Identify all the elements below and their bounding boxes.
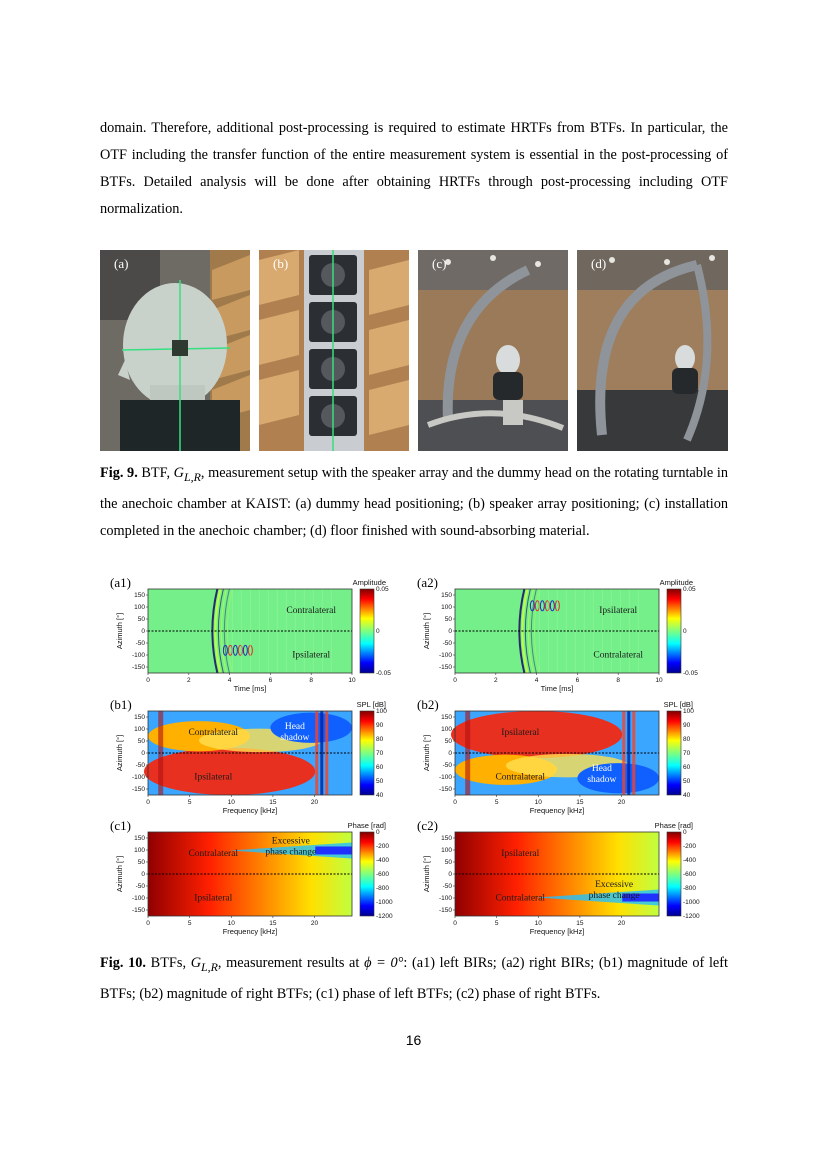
ytick-label: 150 bbox=[441, 714, 452, 721]
plot-a2 bbox=[417, 575, 717, 698]
annotation-upper: Contralateral bbox=[286, 606, 336, 616]
panel-label-a1: (a1) bbox=[110, 575, 131, 590]
colorbar bbox=[360, 711, 374, 795]
fig9-caption-math: G bbox=[173, 465, 184, 481]
xtick-label: 4 bbox=[534, 677, 539, 684]
ytick-label: -50 bbox=[135, 640, 145, 647]
xtick-label: 15 bbox=[269, 799, 277, 806]
ytick-label: -150 bbox=[438, 907, 452, 914]
colorbar-title: Phase [rad] bbox=[347, 821, 386, 830]
xtick-label: 5 bbox=[494, 920, 499, 927]
colorbar-tick-label: 0 bbox=[376, 628, 380, 635]
panel-b2 bbox=[417, 697, 717, 820]
colorbar-tick-label: 60 bbox=[683, 764, 691, 771]
photo-label-b: (b) bbox=[273, 256, 289, 271]
colorbar-tick-label: 60 bbox=[376, 764, 384, 771]
ytick-label: -150 bbox=[131, 786, 145, 793]
panel-label-b2: (b2) bbox=[417, 697, 439, 712]
annotation-upper: Ipsilateral bbox=[599, 606, 638, 616]
colorbar-tick-label: 90 bbox=[683, 722, 691, 729]
colorbar-tick-label: 100 bbox=[683, 708, 694, 715]
panel-c2 bbox=[417, 818, 717, 941]
colorbar-tick-label: 40 bbox=[376, 792, 384, 799]
plot-c1 bbox=[110, 818, 410, 941]
panel-a1 bbox=[110, 575, 410, 698]
ytick-label: -150 bbox=[438, 786, 452, 793]
xtick-label: 15 bbox=[269, 920, 277, 927]
colorbar bbox=[360, 832, 374, 916]
colorbar-tick-label: 0 bbox=[683, 829, 687, 836]
y-axis-label: Azimuth [°] bbox=[115, 855, 124, 893]
ytick-label: 100 bbox=[134, 847, 145, 854]
colorbar-title: Amplitude bbox=[659, 578, 693, 587]
annotation-lower: Ipsilateral bbox=[292, 650, 331, 661]
ytick-label: -150 bbox=[131, 907, 145, 914]
ytick-label: 100 bbox=[134, 604, 145, 611]
x-axis-label: Time [ms] bbox=[233, 684, 267, 693]
plot-c2 bbox=[417, 818, 717, 941]
xtick-label: 5 bbox=[187, 920, 192, 927]
fig10-caption bbox=[100, 950, 728, 1008]
ytick-label: 150 bbox=[134, 835, 145, 842]
fig10-caption-phi: ϕ = 0° bbox=[364, 955, 404, 971]
colorbar-tick-label: -0.05 bbox=[683, 670, 698, 677]
xtick-label: 20 bbox=[617, 920, 626, 927]
fig10-caption-label: Fig. 10. bbox=[100, 955, 146, 971]
annotation-extra-line1: Excessive bbox=[595, 880, 634, 891]
xtick-label: 20 bbox=[310, 799, 319, 806]
colorbar-tick-label: 70 bbox=[376, 750, 384, 757]
colorbar-tick-label: 50 bbox=[376, 778, 384, 785]
y-axis-label: Azimuth [°] bbox=[115, 734, 124, 772]
annotation-extra-line2: shadow bbox=[280, 733, 310, 744]
xtick-label: 2 bbox=[493, 677, 498, 684]
xtick-label: 0 bbox=[146, 920, 150, 927]
ytick-label: 50 bbox=[137, 738, 145, 745]
colorbar-tick-label: -800 bbox=[376, 885, 390, 892]
colorbar bbox=[667, 589, 681, 673]
ytick-label: 50 bbox=[444, 616, 452, 623]
fig10-caption-math: G bbox=[190, 955, 202, 971]
ytick-label: -100 bbox=[131, 895, 145, 902]
ytick-label: 50 bbox=[137, 859, 145, 866]
colorbar-tick-label: -600 bbox=[683, 871, 697, 878]
xtick-label: 8 bbox=[309, 677, 314, 684]
colorbar-tick-label: 100 bbox=[376, 708, 387, 715]
photo-dummy-head bbox=[100, 250, 250, 451]
ytick-label: -100 bbox=[438, 895, 452, 902]
ytick-label: 150 bbox=[441, 592, 452, 599]
colorbar-tick-label: 0 bbox=[683, 628, 687, 635]
ytick-label: -150 bbox=[131, 664, 145, 671]
colorbar-tick-label: -1000 bbox=[683, 899, 700, 906]
colorbar-tick-label: -0.05 bbox=[376, 670, 391, 677]
colorbar-tick-label: -400 bbox=[683, 857, 697, 864]
photo-floor-absorbing bbox=[577, 250, 728, 451]
colorbar-tick-label: 70 bbox=[683, 750, 691, 757]
fig9-caption-sub: L,R bbox=[184, 469, 201, 484]
xtick-label: 10 bbox=[227, 799, 235, 806]
fig10-caption-mid: , measurement results at bbox=[217, 955, 365, 971]
xtick-label: 5 bbox=[187, 799, 192, 806]
xtick-label: 4 bbox=[227, 677, 232, 684]
panel-c1 bbox=[110, 818, 410, 941]
annotation-lower: Ipsilateral bbox=[194, 772, 233, 783]
colorbar-tick-label: 0 bbox=[376, 829, 380, 836]
colorbar-tick-label: 0.05 bbox=[683, 586, 696, 593]
y-axis-label: Azimuth [°] bbox=[422, 855, 431, 893]
panel-a2 bbox=[417, 575, 717, 698]
ytick-label: 100 bbox=[441, 847, 452, 854]
photo-label-d: (d) bbox=[591, 256, 607, 271]
ytick-label: 100 bbox=[441, 604, 452, 611]
xtick-label: 0 bbox=[453, 799, 457, 806]
xtick-label: 10 bbox=[655, 677, 663, 684]
xtick-label: 8 bbox=[616, 677, 621, 684]
ytick-label: -100 bbox=[438, 774, 452, 781]
ytick-label: 0 bbox=[141, 871, 145, 878]
photo-speaker-array bbox=[259, 250, 409, 451]
xtick-label: 6 bbox=[575, 677, 580, 684]
annotation-extra-line1: Excessive bbox=[271, 836, 310, 847]
colorbar-tick-label: -800 bbox=[683, 885, 697, 892]
colorbar bbox=[667, 832, 681, 916]
fig9-caption bbox=[100, 460, 728, 545]
ytick-label: -100 bbox=[131, 652, 145, 659]
xtick-label: 10 bbox=[534, 920, 542, 927]
colorbar-tick-label: 0.05 bbox=[376, 586, 389, 593]
xtick-label: 10 bbox=[348, 677, 356, 684]
colorbar-tick-label: -200 bbox=[376, 843, 390, 850]
ytick-label: -50 bbox=[442, 762, 452, 769]
x-axis-label: Frequency [kHz] bbox=[222, 806, 278, 815]
colorbar-tick-label: -400 bbox=[376, 857, 390, 864]
y-axis-label: Azimuth [°] bbox=[422, 612, 431, 650]
fig9-caption-pre: BTF, bbox=[137, 465, 174, 481]
colorbar-tick-label: -1200 bbox=[376, 913, 393, 920]
ytick-label: -100 bbox=[438, 652, 452, 659]
xtick-label: 2 bbox=[186, 677, 191, 684]
colorbar-tick-label: -200 bbox=[683, 843, 697, 850]
colorbar-tick-label: 90 bbox=[376, 722, 384, 729]
annotation-upper: Contralateral bbox=[188, 849, 239, 859]
photo-anechoic-chamber bbox=[418, 250, 568, 451]
ytick-label: 0 bbox=[141, 628, 145, 635]
xtick-label: 20 bbox=[310, 920, 319, 927]
ytick-label: -50 bbox=[442, 883, 452, 890]
colorbar-title: Phase [rad] bbox=[654, 821, 693, 830]
y-axis-label: Azimuth [°] bbox=[422, 734, 431, 772]
plot-a1 bbox=[110, 575, 410, 698]
ytick-label: 0 bbox=[448, 871, 452, 878]
annotation-extra-line1: Head bbox=[591, 764, 612, 775]
xtick-label: 10 bbox=[534, 799, 542, 806]
ytick-label: 100 bbox=[134, 726, 145, 733]
panel-label-a2: (a2) bbox=[417, 575, 438, 590]
xtick-label: 6 bbox=[268, 677, 273, 684]
colorbar-title: Amplitude bbox=[352, 578, 386, 587]
ytick-label: 100 bbox=[441, 726, 452, 733]
ytick-label: 150 bbox=[134, 714, 145, 721]
fig9-photo-strip bbox=[100, 250, 728, 451]
colorbar bbox=[360, 589, 374, 673]
x-axis-label: Time [ms] bbox=[540, 684, 574, 693]
x-axis-label: Frequency [kHz] bbox=[222, 927, 278, 936]
ytick-label: -150 bbox=[438, 664, 452, 671]
annotation-lower: Ipsilateral bbox=[194, 893, 233, 904]
panel-label-c2: (c2) bbox=[417, 818, 438, 833]
ytick-label: 0 bbox=[141, 750, 145, 757]
ytick-label: 0 bbox=[448, 750, 452, 757]
annotation-lower: Contralateral bbox=[495, 772, 546, 783]
colorbar-tick-label: 80 bbox=[376, 736, 384, 743]
ytick-label: -100 bbox=[131, 774, 145, 781]
ytick-label: 50 bbox=[137, 616, 145, 623]
xtick-label: 0 bbox=[453, 920, 457, 927]
colorbar-tick-label: 80 bbox=[683, 736, 691, 743]
xtick-label: 10 bbox=[227, 920, 235, 927]
fig10-caption-pre: BTFs, bbox=[145, 955, 191, 971]
annotation-extra-line2: phase change bbox=[265, 847, 317, 858]
panel-label-b1: (b1) bbox=[110, 697, 132, 712]
body-paragraph: domain. Therefore, additional post-processing is required to estimate HRTFs from BTFs. In particular, the OTF including the transfer function of the entire measurement system is essential in the post-processing of BTFs. Detailed analysis will be done after obtaining HRTFs through post-processing including OTF normalization. bbox=[100, 120, 728, 217]
ytick-label: -50 bbox=[135, 883, 145, 890]
photo-label-a: (a) bbox=[114, 256, 129, 271]
colorbar-title: SPL [dB] bbox=[356, 700, 386, 709]
ytick-label: 50 bbox=[444, 738, 452, 745]
panel-label-c1: (c1) bbox=[110, 818, 131, 833]
fig9-caption-label: Fig. 9. bbox=[100, 465, 138, 481]
xtick-label: 5 bbox=[494, 799, 499, 806]
x-axis-label: Frequency [kHz] bbox=[529, 806, 585, 815]
xtick-label: 15 bbox=[576, 920, 584, 927]
ytick-label: -50 bbox=[442, 640, 452, 647]
panel-b1 bbox=[110, 697, 410, 820]
ytick-label: -50 bbox=[135, 762, 145, 769]
annotation-lower: Contralateral bbox=[593, 650, 643, 661]
ytick-label: 0 bbox=[448, 628, 452, 635]
plot-b2 bbox=[417, 697, 717, 820]
fig10-caption-post: : (a1) left BIRs; (a2) right BIRs; (b1) magnitude of left BTFs; (b2) magnitude of right BTFs; (c1) phase of left BTFs; (c2) phase of right BTFs. bbox=[100, 955, 729, 1002]
ytick-label: 50 bbox=[444, 859, 452, 866]
ytick-label: 150 bbox=[134, 592, 145, 599]
fig10-caption-sub: L,R bbox=[201, 959, 218, 974]
xtick-label: 0 bbox=[146, 677, 150, 684]
ytick-label: 150 bbox=[441, 835, 452, 842]
annotation-upper: Contralateral bbox=[188, 728, 239, 738]
fig9-caption-post: , measurement setup with the speaker array and the dummy head on the rotating turntable in the anechoic chamber at KAIST: (a) dummy head positioning; (b) speaker array positioning; (c) installation completed in the anechoic chamber; (d) floor finished with sound-absorbing material. bbox=[100, 465, 728, 539]
xtick-label: 0 bbox=[453, 677, 457, 684]
colorbar-tick-label: -1200 bbox=[683, 913, 700, 920]
annotation-upper: Ipsilateral bbox=[501, 728, 540, 738]
annotation-lower: Contralateral bbox=[495, 893, 546, 904]
colorbar-tick-label: 50 bbox=[683, 778, 691, 785]
xtick-label: 15 bbox=[576, 799, 584, 806]
colorbar bbox=[667, 711, 681, 795]
xtick-label: 20 bbox=[617, 799, 626, 806]
annotation-extra-line2: shadow bbox=[587, 775, 617, 786]
annotation-extra-line2: phase change bbox=[588, 891, 640, 902]
colorbar-title: SPL [dB] bbox=[663, 700, 693, 709]
colorbar-tick-label: -600 bbox=[376, 871, 390, 878]
annotation-extra-line1: Head bbox=[284, 722, 305, 733]
colorbar-tick-label: 40 bbox=[683, 792, 691, 799]
y-axis-label: Azimuth [°] bbox=[115, 612, 124, 650]
x-axis-label: Frequency [kHz] bbox=[529, 927, 585, 936]
photo-label-c: (c) bbox=[432, 256, 447, 271]
annotation-upper: Ipsilateral bbox=[501, 849, 540, 859]
xtick-label: 0 bbox=[146, 799, 150, 806]
colorbar-tick-label: -1000 bbox=[376, 899, 393, 906]
page-number: 16 bbox=[405, 1032, 422, 1048]
plot-b1 bbox=[110, 697, 410, 820]
